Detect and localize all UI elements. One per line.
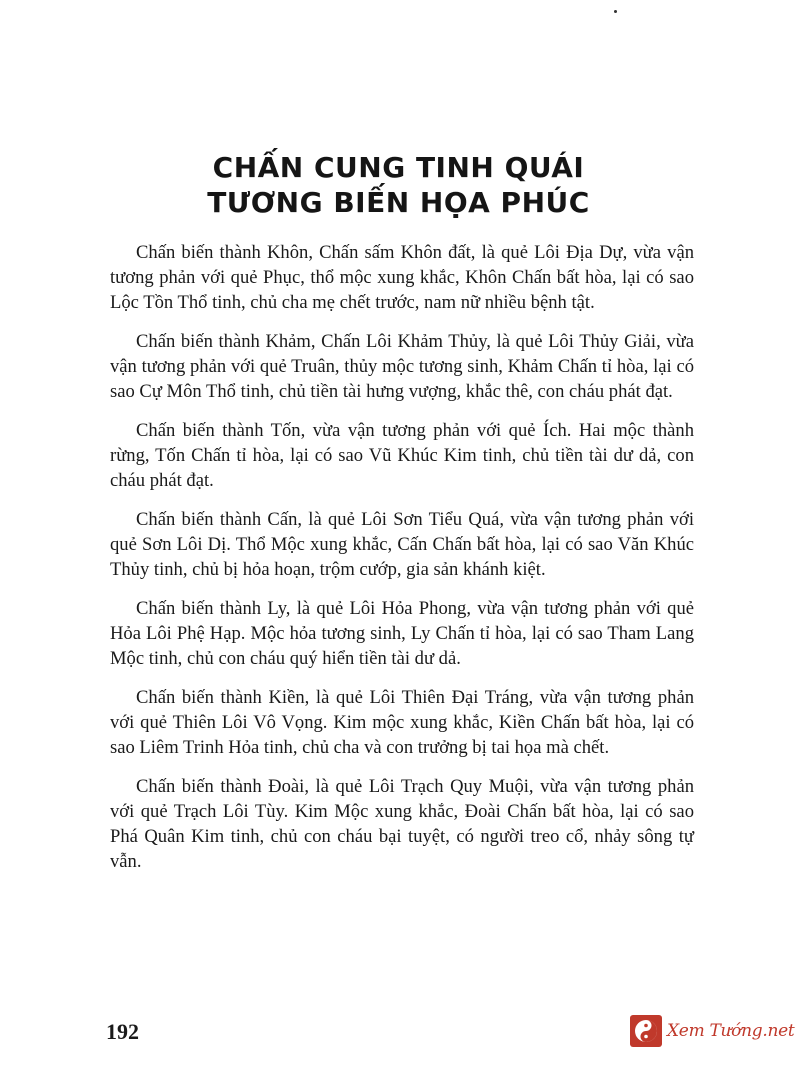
paragraph: Chấn biến thành Ly, là quẻ Lôi Hỏa Phong, vừa vận tương phản với quẻ Hỏa Lôi Phệ Hạp. Mộc hỏa tương sinh, Ly Chấn tỉ hòa, lại có sao Tham Lang Mộc tinh, chủ con cháu quý hiển tiền tài dư dả. (110, 598, 694, 669)
site-watermark (630, 1013, 795, 1049)
paragraph: Chấn biến thành Khảm, Chấn Lôi Khảm Thủy, là quẻ Lôi Thủy Giải, vừa vận tương phản với quẻ Truân, thủy mộc tương sinh, Khảm Chấn tỉ hòa, lại có sao Cự Môn Thổ tinh, chủ tiền tài hưng vượng, khắc thê, con cháu phát đạt. (110, 331, 694, 402)
chapter-body (110, 240, 694, 888)
chapter-heading (0, 150, 797, 220)
paragraph: Chấn biến thành Kiền, là quẻ Lôi Thiên Đại Tráng, vừa vận tương phản với quẻ Thiên Lôi Vô Vọng. Kim mộc xung khắc, Kiền Chấn bất hòa, lại có sao Liêm Trinh Hỏa tinh, chủ cha và con trưởng bị tai họa mà chết. (110, 687, 694, 758)
yin-yang-icon (630, 1015, 662, 1047)
page-number: 192 (106, 1019, 139, 1044)
chapter-heading-line-2: TƯƠNG BIẾN HỌA PHÚC (207, 186, 590, 219)
paragraph: Chấn biến thành Cấn, là quẻ Lôi Sơn Tiểu Quá, vừa vận tương phản với quẻ Sơn Lôi Dị. Thổ Mộc xung khắc, Cấn Chấn bất hòa, lại có sao Văn Khúc Thủy tinh, chủ bị hỏa hoạn, trộm cướp, gia sản khánh kiệt. (110, 509, 694, 580)
paragraph: Chấn biến thành Khôn, Chấn sấm Khôn đất, là quẻ Lôi Địa Dự, vừa vận tương phản với quẻ Phục, thổ mộc xung khắc, Khôn Chấn bất hòa, lại có sao Lộc Tồn Thổ tinh, chủ cha mẹ chết trước, nam nữ nhiều bệnh tật. (110, 242, 694, 313)
chapter-heading-line-1: CHẤN CUNG TINH QUÁI (212, 151, 585, 184)
watermark-text: Xem Tướng.net (667, 1021, 795, 1041)
paragraph: Chấn biến thành Đoài, là quẻ Lôi Trạch Quy Muội, vừa vận tương phản với quẻ Trạch Lôi Tùy. Kim Mộc xung khắc, Đoài Chấn bất hòa, lại có sao Phá Quân Kim tinh, chủ con cháu bại tuyệt, có người treo cổ, nhảy sông tự vẫn. (110, 776, 694, 872)
paragraph: Chấn biến thành Tốn, vừa vận tương phản với quẻ Ích. Hai mộc thành rừng, Tốn Chấn tỉ hòa, lại có sao Vũ Khúc Kim tinh, chủ tiền tài dư dả, con cháu phát đạt. (110, 420, 694, 491)
scan-speck (614, 10, 617, 13)
